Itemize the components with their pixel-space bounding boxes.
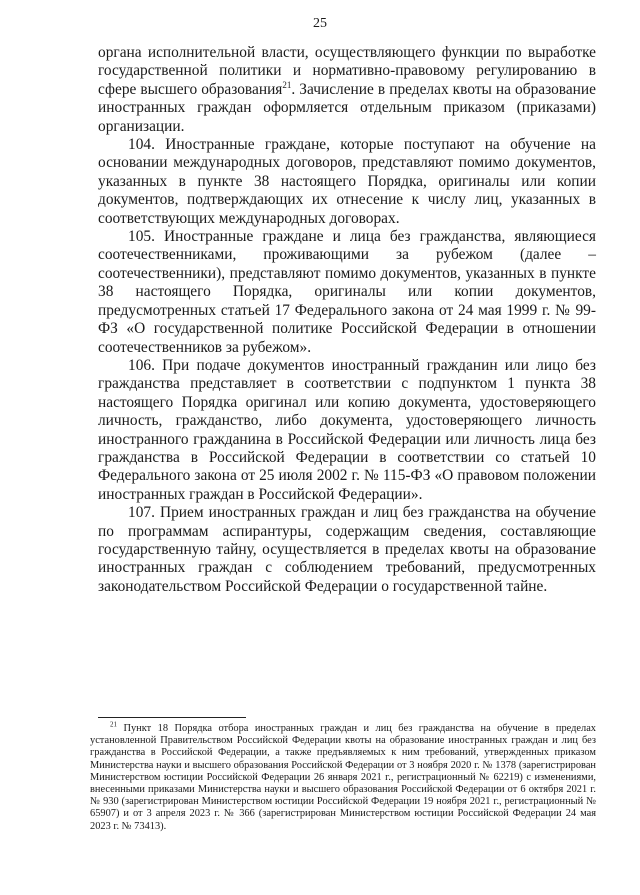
paragraph-text: органа исполнительной власти, осуществляющего функции по выработке государственной политики и нормативно-правовому регулированию в сфере высшего образования	[98, 44, 596, 98]
page-number: 25	[313, 16, 327, 31]
footnote-separator	[98, 717, 246, 718]
document-body	[98, 44, 596, 596]
footnote-number: 21	[110, 720, 117, 729]
footnote-reference: 21	[282, 79, 292, 90]
paragraph-107: 107. Прием иностранных граждан и лиц без гражданства на обучение по программам аспирантуры, содержащим сведения, составляющие государственную тайну, осуществляется в пределах квоты на образование иностранных граждан с соблюдением требований, предусмотренных законодательством Российской Федерации о государственной тайне.	[98, 504, 596, 595]
paragraph-continuation	[98, 44, 596, 136]
paragraph-104: 104. Иностранные граждане, которые поступают на обучение на основании международных договоров, представляют помимо документов, указанных в пункте 38 настоящего Порядка, оригиналы или копии документов, подтверждающих их отнесение к числу лиц, указанных в соответствующих международных договорах.	[98, 136, 596, 227]
paragraph-text: . Зачисление в пределах квоты на образование иностранных граждан оформляется отдельным приказом (приказами) организации.	[98, 80, 596, 135]
footnote-text: Пункт 18 Порядка отбора иностранных граждан и лиц без гражданства на обучение в пределах установленной Правительством Российской Федерации квоты на образование иностранных граждан и лиц без гражданства в Российской Федерации, а также предъявляемых к ним требований, утвержденных приказом Министерства науки и высшего образования Российской Федерации от 3 ноября 2020 г. № 1378 (зарегистрирован Министерством юстиции Российской Федерации 26 января 2021 г., регистрационный № 62219) с изменениями, внесенными приказами Министерства науки и высшего образования Российской Федерации от 6 октября 2021 г. № 930 (зарегистрирован Министерством юстиции Российской Федерации 19 ноября 2021 г., регистрационный № 65907) и от 3 апреля 2023 г. № 366 (зарегистрирован Министерством юстиции Российской Федерации 24 мая 2023 г. № 73413).	[90, 723, 596, 832]
paragraph-105: 105. Иностранные граждане и лица без гражданства, являющиеся соотечественниками, проживающими за рубежом (далее – соотечественники), представляют помимо документов, указанных в пункте 38 настоящего Порядка, оригиналы или копии документов, предусмотренных статьей 17 Федерального закона от 24 мая 1999 г. № 99-ФЗ «О государственной политике Российской Федерации в отношении соотечественников за рубежом».	[98, 228, 596, 356]
paragraph-106: 106. При подаче документов иностранный гражданин или лицо без гражданства представляет в соответствии с подпунктом 1 пункта 38 настоящего Порядка оригинал или копию документа, удостоверяющего личность, гражданство, либо документа, удостоверяющего личность иностранного гражданина в Российской Федерации или личность лица без гражданства в Российской Федерации в соответствии со статьей 10 Федерального закона от 25 июля 2002 г. № 115-ФЗ «О правовом положении иностранных граждан в Российской Федерации».	[98, 356, 596, 503]
footnote	[90, 720, 596, 833]
